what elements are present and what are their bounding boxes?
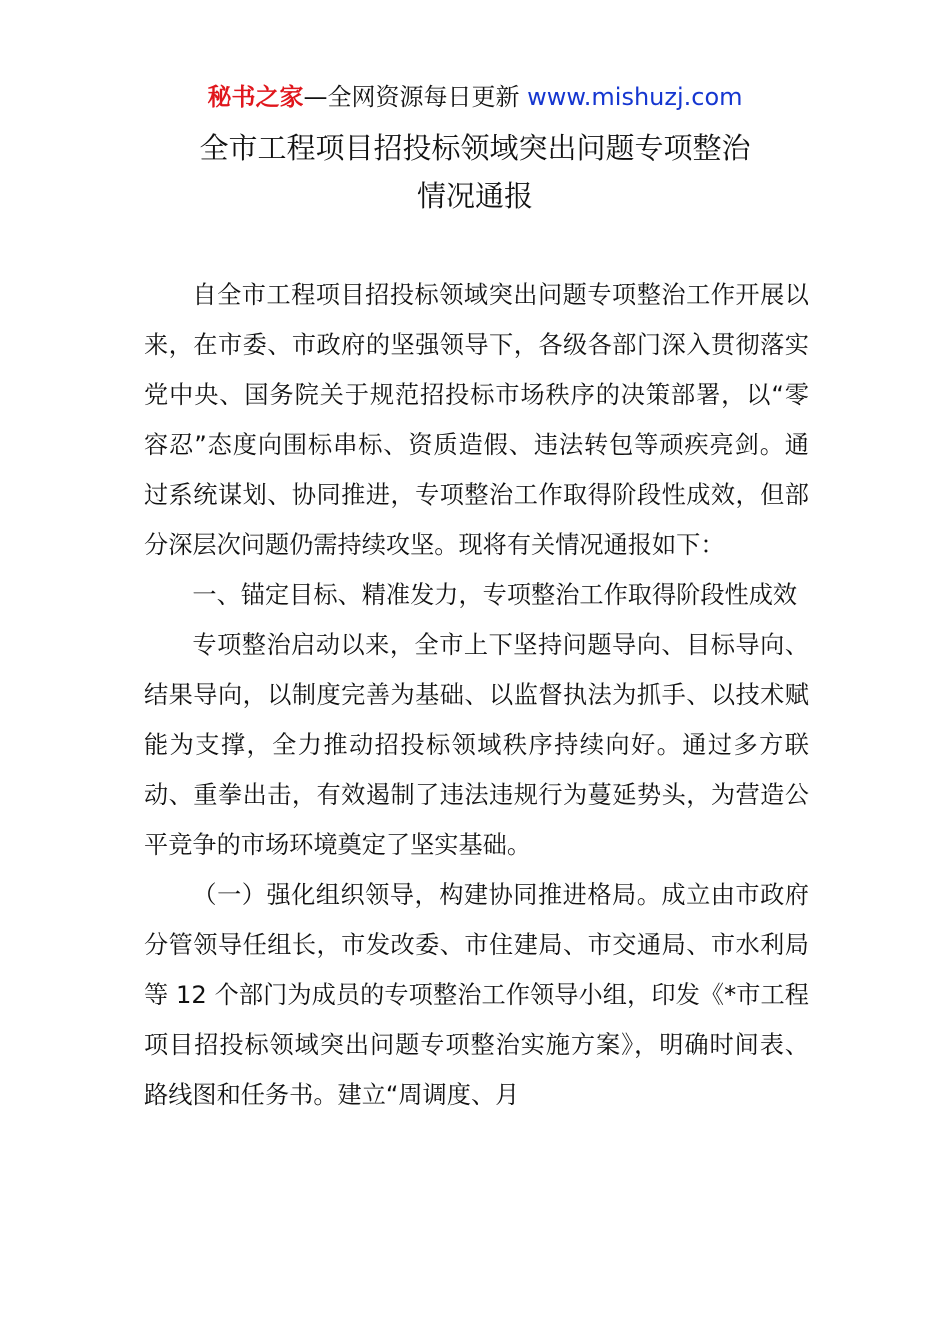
document-body <box>144 270 809 1120</box>
site-header <box>0 80 950 114</box>
intro-paragraph: 自全市工程项目招投标领域突出问题专项整治工作开展以来，在市委、市政府的坚强领导下，各级各部门深入贯彻落实党中央、国务院关于规范招投标市场秩序的决策部署，以“零容忍”态度向围标串标、资质造假、违法转包等顽疾亮剑。通过系统谋划、协同推进，专项整治工作取得阶段性成效，但部分深层次问题仍需持续攻坚。现将有关情况通报如下： <box>144 281 809 559</box>
subsection-1-paragraph: （一）强化组织领导，构建协同推进格局。成立由市政府分管领导任组长，市发改委、市住建局、市交通局、市水利局等 12 个部门为成员的专项整治工作领导小组，印发《*市工程项目招投标领域突出问题专项整治实施方案》，明确时间表、路线图和任务书。建立“周调度、月 <box>144 881 809 1109</box>
document-title-line-1: 全市工程项目招投标领域突出问题专项整治 <box>199 131 751 165</box>
site-url-link[interactable]: www.mishuzj.com <box>527 83 743 111</box>
site-brand: 秘书之家 <box>207 83 304 111</box>
site-tagline: —全网资源每日更新 <box>303 83 520 111</box>
document-title-line-2: 情况通报 <box>416 179 533 213</box>
section-heading-1: 一、锚定目标、精准发力，专项整治工作取得阶段性成效 <box>192 581 798 609</box>
section-1-paragraph: 专项整治启动以来，全市上下坚持问题导向、目标导向、结果导向，以制度完善为基础、以监督执法为抓手、以技术赋能为支撑，全力推动招投标领域秩序持续向好。通过多方联动、重拳出击，有效遏制了违法违规行为蔓延势头，为营造公平竞争的市场环境奠定了坚实基础。 <box>144 631 809 859</box>
